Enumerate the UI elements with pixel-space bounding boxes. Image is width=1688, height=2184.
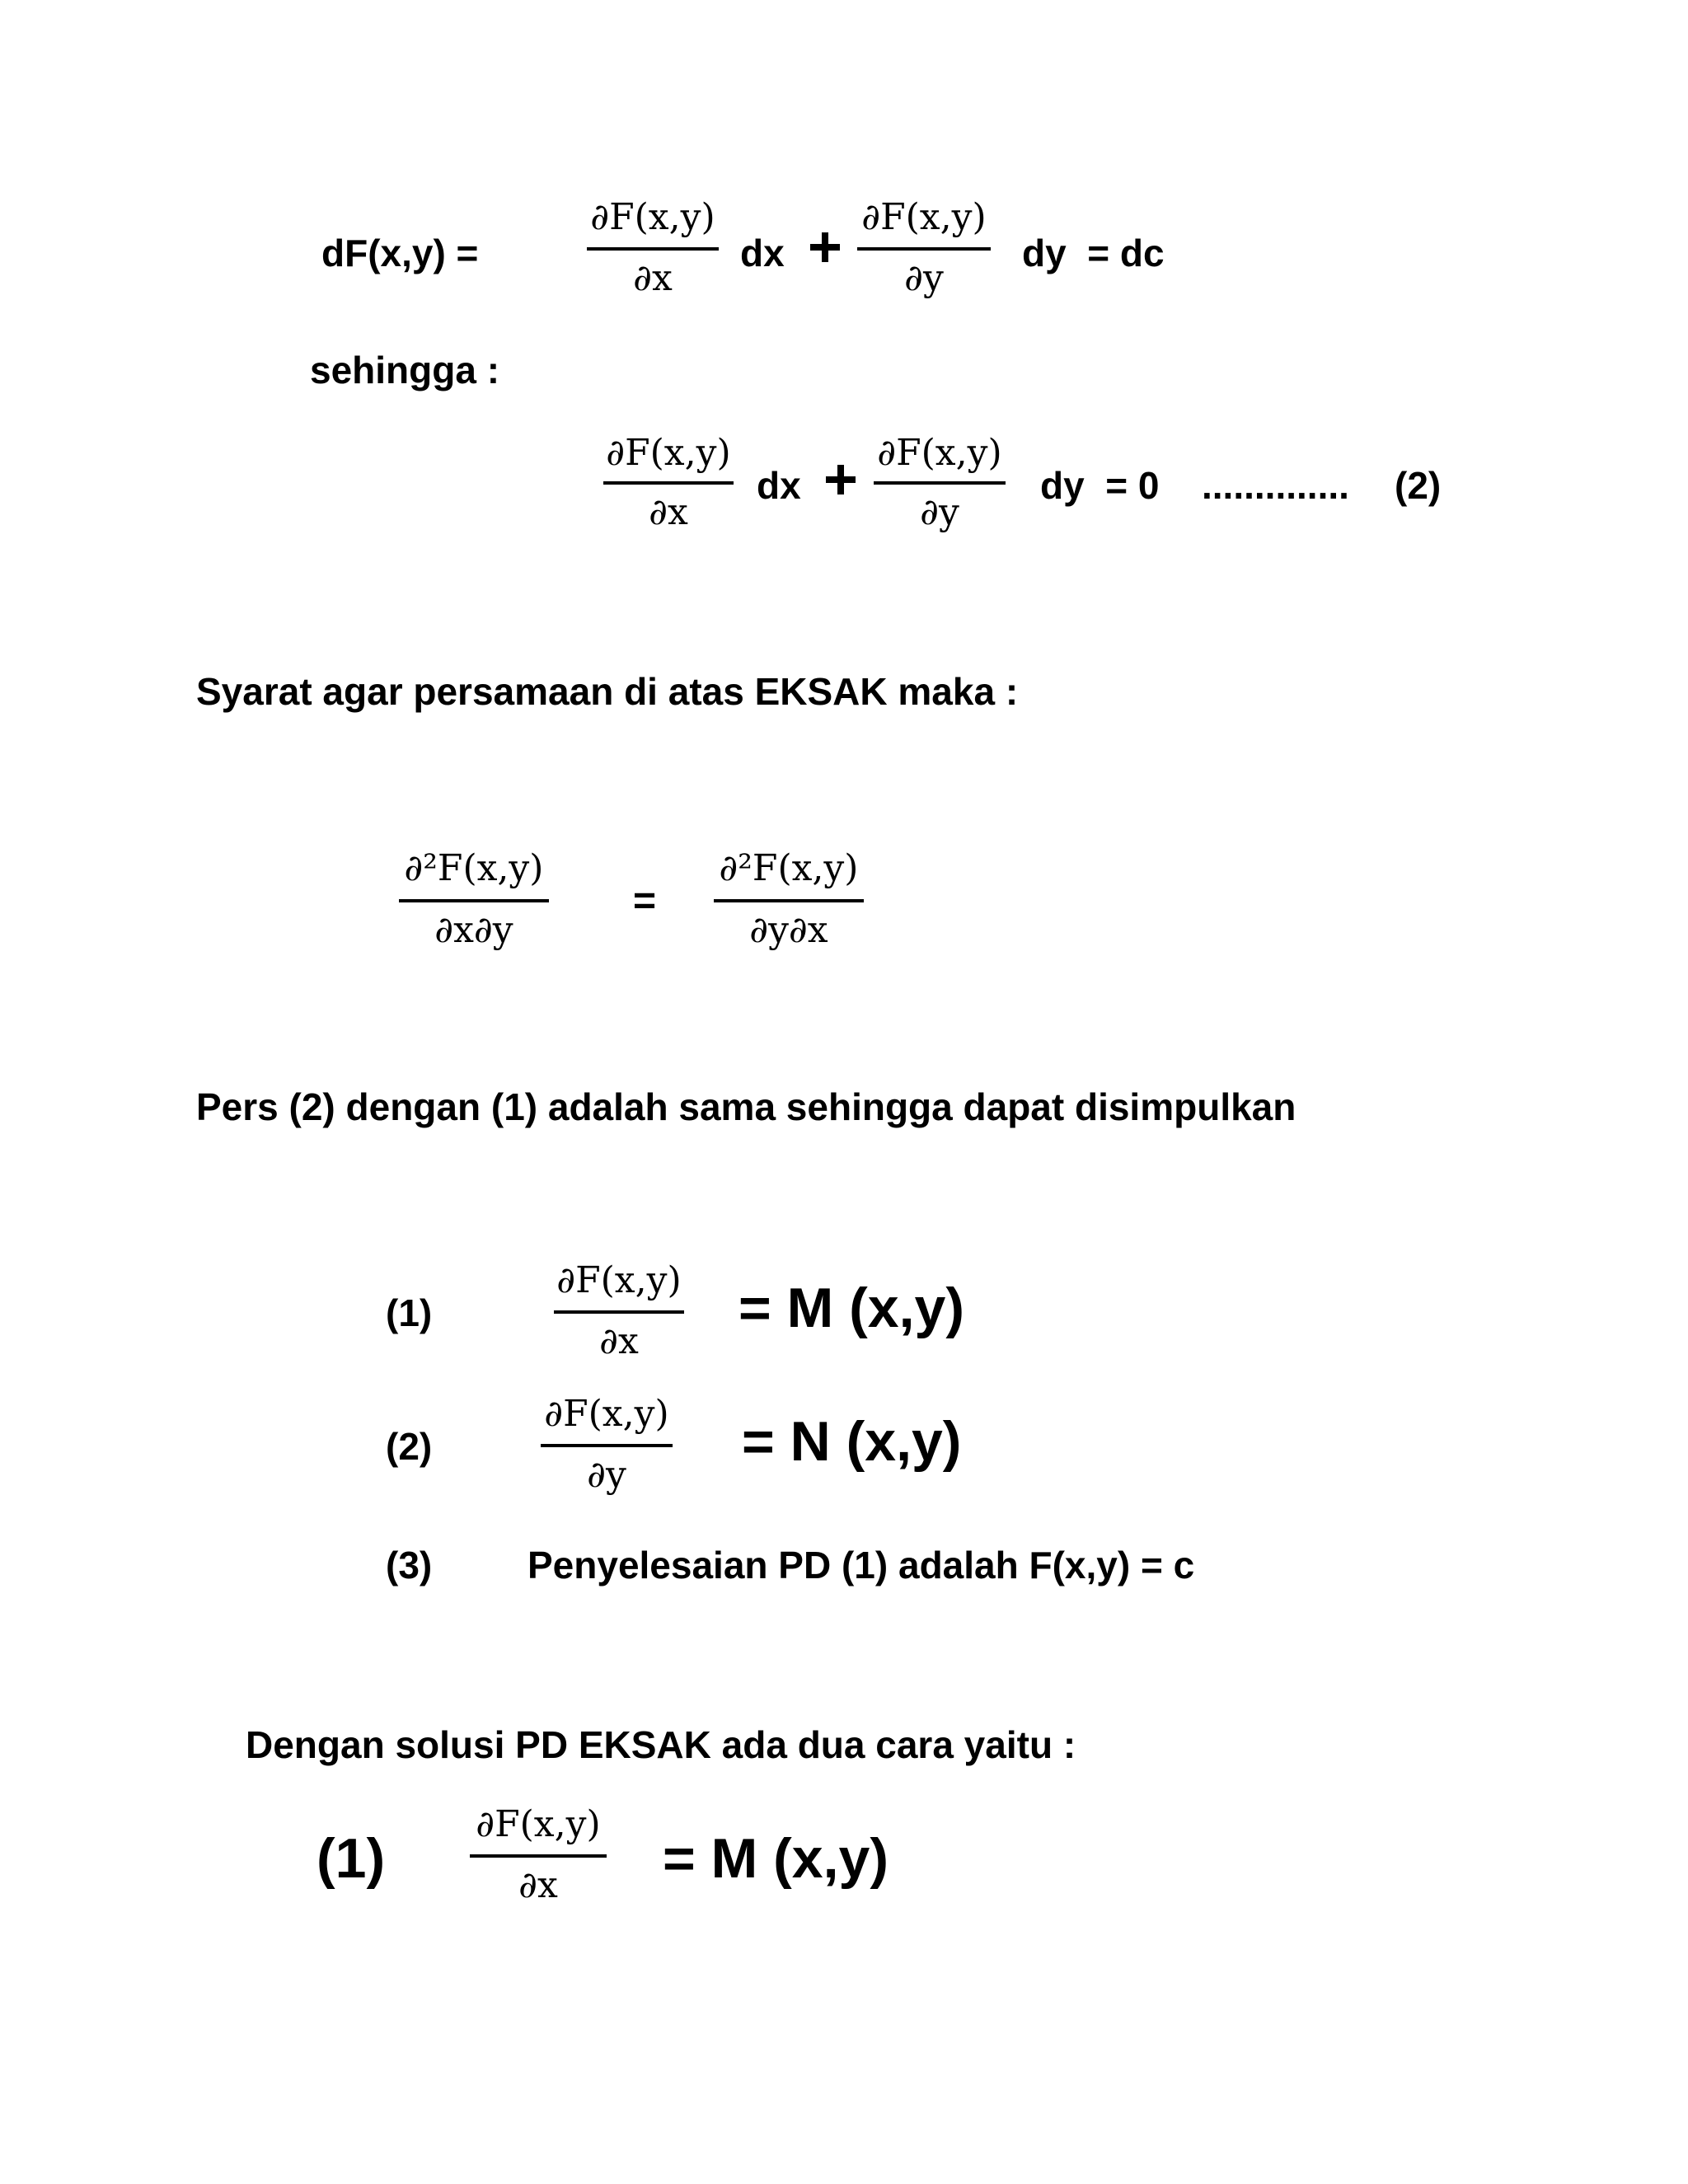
fraction-bar [470,1854,607,1858]
item-2-rhs: = N (x,y) [742,1410,962,1473]
plus-icon [810,232,840,262]
final-rhs: = M (x,y) [663,1827,889,1890]
eq2-fraction-dx [603,432,734,539]
eq1-dx: dx [740,232,785,274]
eq1-rhs: dy = dc [1022,232,1165,274]
eq2-frac1-numerator: ∂F(x,y) [606,432,731,474]
eq2-rhs: dy = 0 [1040,464,1160,507]
eq3-frac2-numerator: ∂²F(x,y) [719,847,859,889]
eq3-frac1-denominator: ∂x∂y [434,909,513,951]
item-1-number: (1) [386,1291,433,1334]
eq3-fraction-left [399,847,549,954]
item-1-denominator: ∂x [599,1320,639,1362]
eq3-equals: = [633,879,657,923]
item-1-numerator: ∂F(x,y) [556,1259,682,1301]
item-3-number: (3) [386,1544,433,1586]
final-numerator: ∂F(x,y) [476,1803,601,1845]
eq1-frac2-denominator: ∂y [904,257,944,299]
item-2-number: (2) [386,1425,433,1468]
eq2-frac2-numerator: ∂F(x,y) [877,432,1002,474]
fraction-bar [541,1444,673,1447]
fraction-bar [587,247,719,251]
eq2-label: (2) [1395,464,1442,507]
item-1-rhs: = M (x,y) [738,1277,964,1339]
pers-heading: Pers (2) dengan (1) adalah sama sehingga dapat disimpulkan [196,1085,1296,1128]
eq2-dx: dx [757,464,801,507]
eq2-fraction-dy [874,432,1006,539]
eq2-frac1-denominator: ∂x [649,491,688,533]
item-2-numerator: ∂F(x,y) [544,1393,669,1435]
eq2-dots: .............. [1202,464,1349,507]
final-number: (1) [316,1827,386,1890]
fraction-bar [554,1310,684,1314]
eq3-frac1-numerator: ∂²F(x,y) [404,847,544,889]
fraction-bar [603,481,734,485]
item-2-denominator: ∂y [587,1454,626,1496]
item-1-fraction [554,1259,684,1366]
eq3-frac2-denominator: ∂y∂x [749,909,828,951]
dengan-heading: Dengan solusi PD EKSAK ada dua cara yaitu : [246,1723,1076,1766]
eq1-fraction-dy [857,196,991,303]
eq1-frac1-numerator: ∂F(x,y) [590,196,715,238]
eq3-fraction-right [714,847,864,954]
item-3-text: Penyelesaian PD (1) adalah F(x,y) = c [528,1544,1195,1586]
final-fraction [470,1803,607,1910]
eq1-fraction-dx [587,196,719,303]
eq1-frac2-numerator: ∂F(x,y) [861,196,987,238]
fraction-bar [857,247,991,251]
item-2-fraction [541,1393,673,1500]
fraction-bar [399,899,549,902]
eq2-frac2-denominator: ∂y [920,491,959,533]
eq1-frac1-denominator: ∂x [633,257,673,299]
fraction-bar [714,899,864,902]
syarat-heading: Syarat agar persamaan di atas EKSAK maka : [196,670,1019,713]
plus-icon [826,465,856,494]
final-denominator: ∂x [518,1864,558,1906]
eq1-lhs: dF(x,y) = [321,232,479,274]
fraction-bar [874,481,1006,485]
sehingga-label: sehingga : [310,349,500,391]
